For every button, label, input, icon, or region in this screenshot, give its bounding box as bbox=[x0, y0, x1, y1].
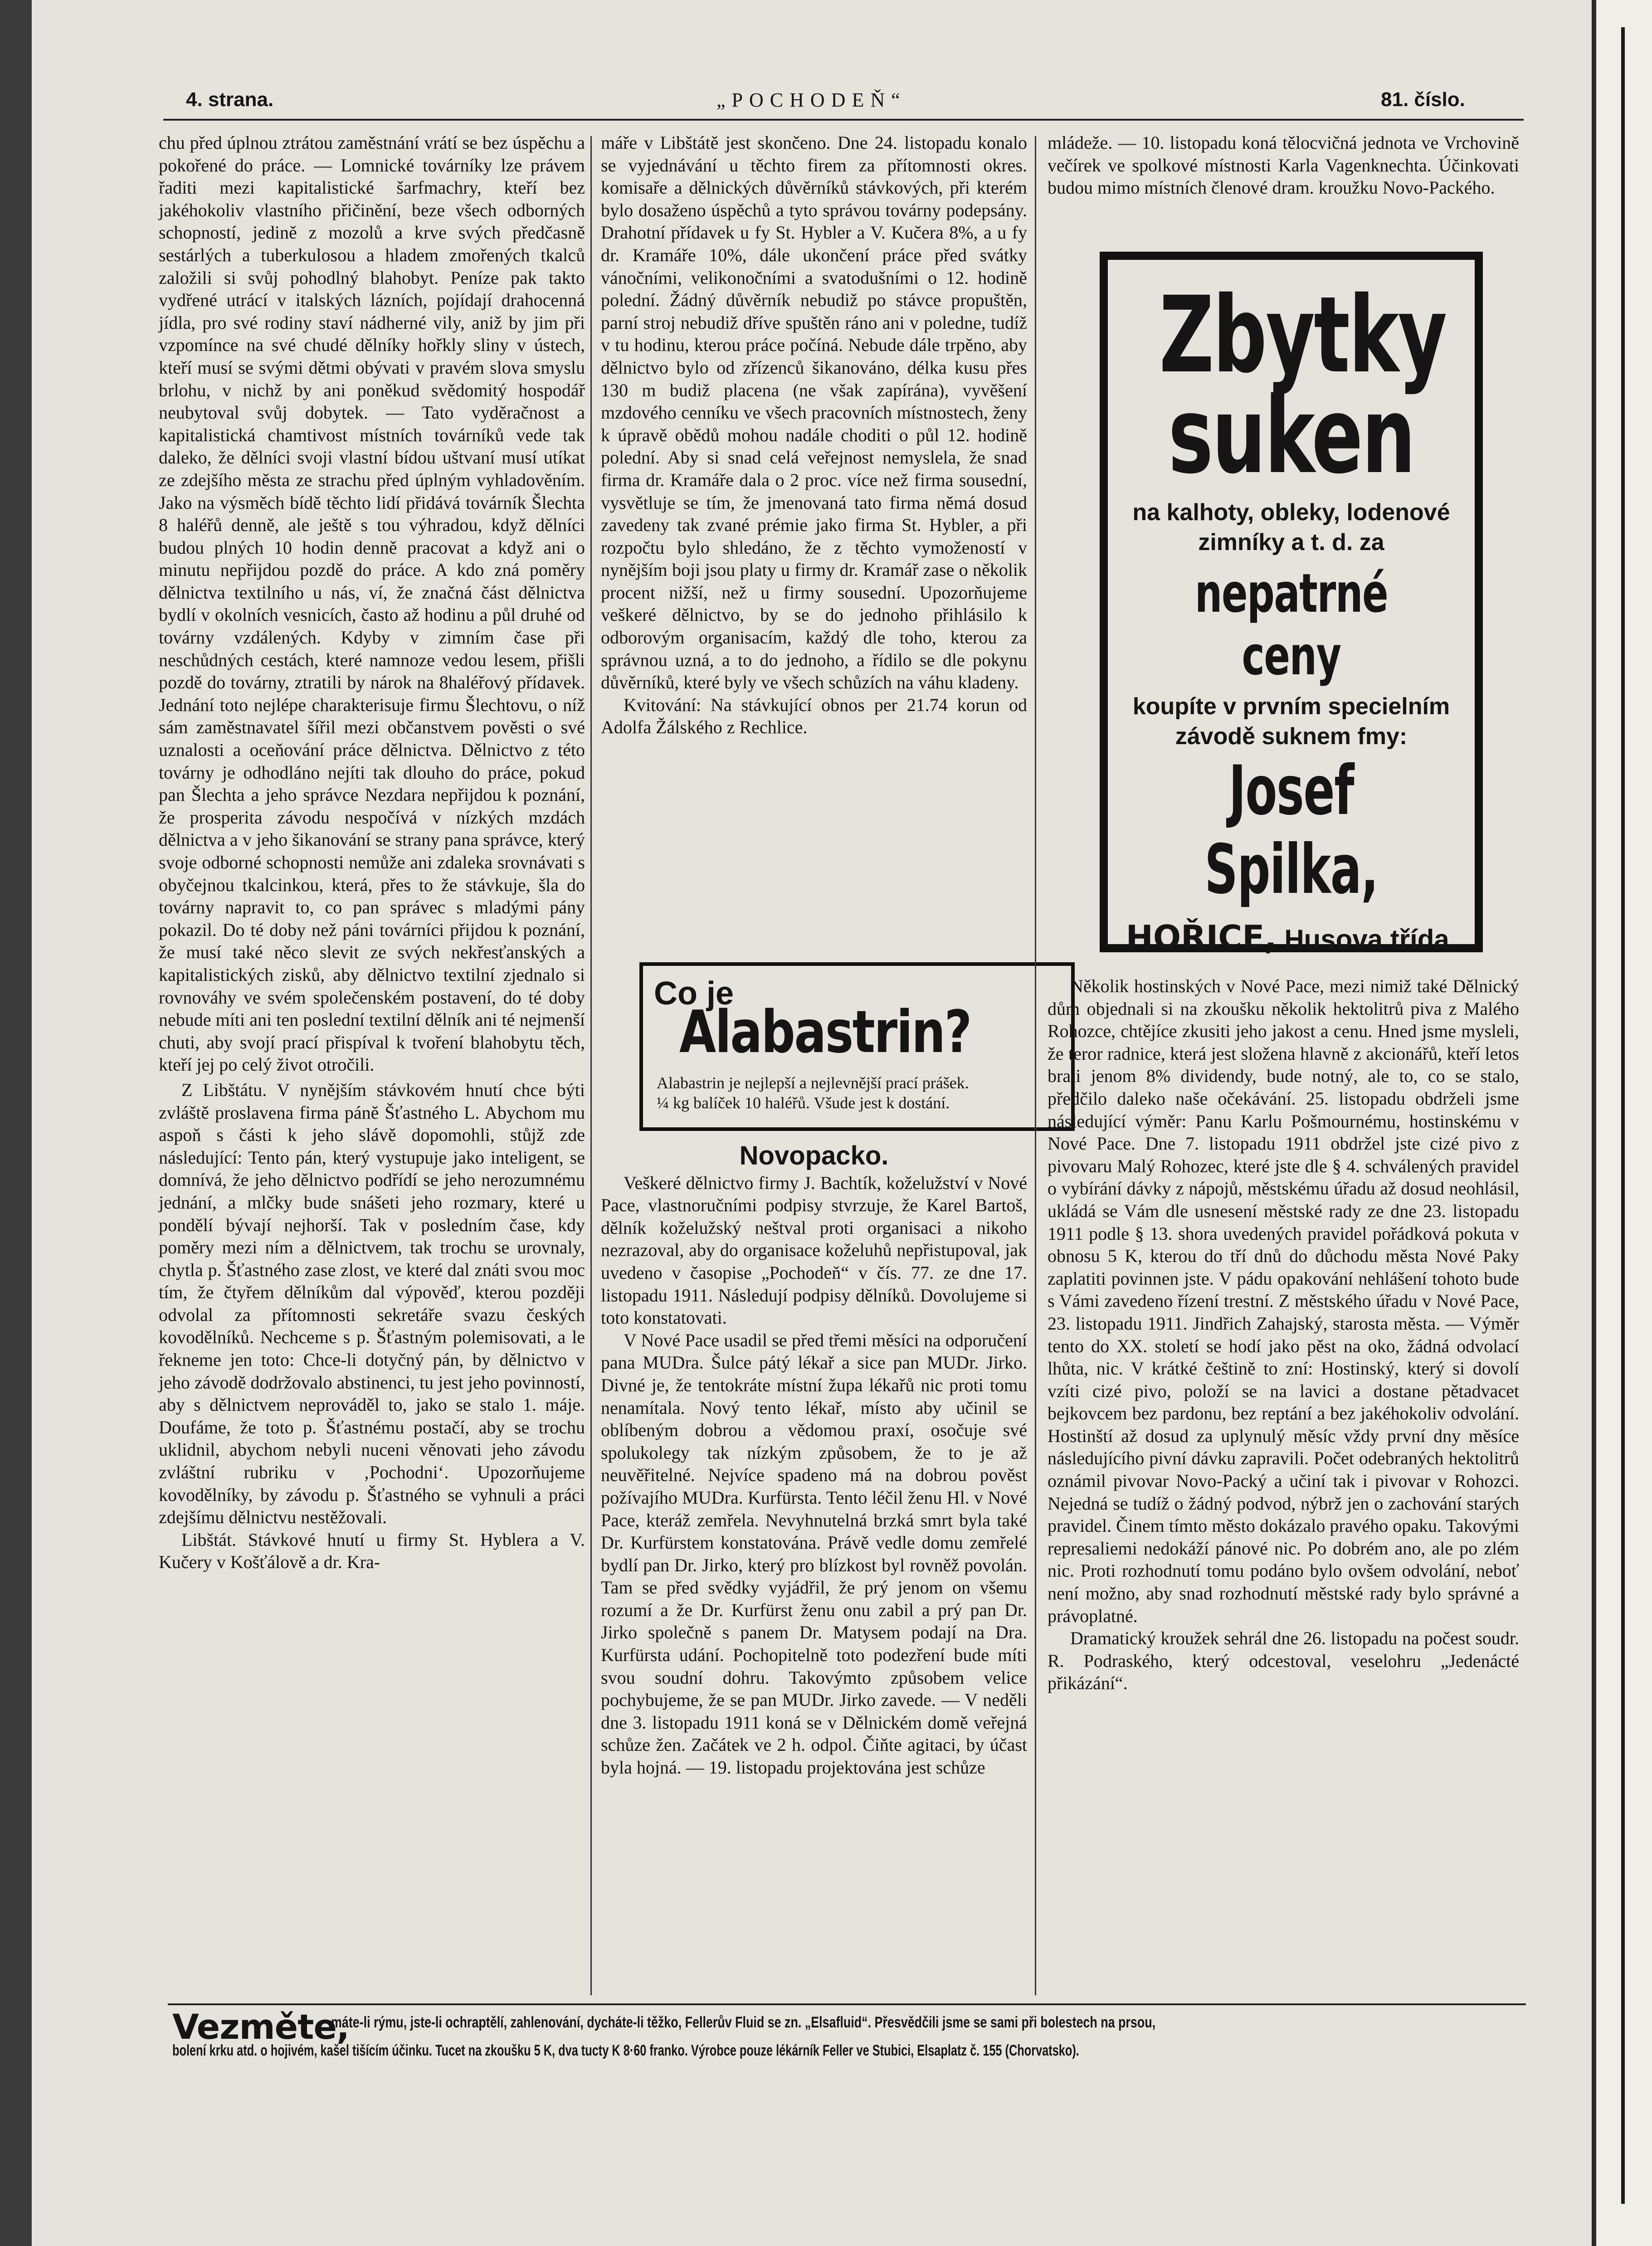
ad-city: HOŘICE, bbox=[1126, 918, 1277, 956]
edge-rule bbox=[1621, 27, 1625, 2204]
footer-ad-text-2: bolení krku atd. o hojivém, kašel tišícím účinku. Tucet na zkoušku 5 K, dva tucty K 8·60 franko. Výrobce pouze lékárník Feller ve Stubici, Elsaplatz č. 155 (Chorvatsko). bbox=[172, 2042, 1079, 2059]
newspaper-page bbox=[32, 0, 1592, 2246]
column-divider bbox=[1035, 136, 1036, 1995]
alabastrin-text-2: ¼ kg balíček 10 haléřů. Všude jest k dostání. bbox=[657, 1094, 950, 1112]
ad-text-price: nepatrné ceny bbox=[1194, 562, 1388, 687]
alabastrin-brand: Alabastrin? bbox=[679, 999, 971, 1066]
column-divider bbox=[590, 136, 592, 1995]
footer-ad-headline: Vezměte, bbox=[172, 2007, 349, 2047]
article-mudr-jirko: V Nové Pace usadil se před třemi měsíci na odporučení pana MUDra. Šulce pátý lékař a sice pan MUDr. Jirko. Divné je, že tentokráte místní župa lékařů nic proti tomu nenamítala. Nový tento lékař, místo aby učinil se oblíbeným dobrou a vědomou praxí, osočuje své spolukolegy tak nízkým způsobem, že to je až neuvěřitelné. Nejvíce spadeno má na dobrou pověst požívajího MUDra. Kurfürsta. Tento léčil ženu Hl. v Nové Pace, kteráž zemřela. Nevyhnutelná brzká smrt byla také Dr. Kurfürstem konstatována. Právě vedle domu zemřelé bydlí pan Dr. Jirko, který pro blízkost byl rovněž povolán. Tam se před svědky vyjádřil, že prý jenom on všemu rozumí a že Dr. Kurfürst ženu onu zabil a prý pan Dr. Jirko společně s panem Dr. Matysem podají na Dra. Kurfürsta udání. Pochopitelně toto podezření bude míti svou soudní dohru. Takovýmto způsobem velice pochybujeme, že se pan MUDr. Jirko zavede. — V neděli dne 3. listopadu 1911 koná se v Dělnickém domě veřejná schůze žen. Začátek ve 2 h. odpol. Čiňte agitaci, by účast byla hojná. — 19. listopadu projektována jest schůze bbox=[601, 1330, 1027, 1778]
ad-headline-zbytky: Zbytky bbox=[1159, 274, 1446, 396]
next-page-edge bbox=[1596, 0, 1652, 2246]
ad-address bbox=[1108, 918, 1475, 956]
article-libstat-2: Libštát. Stávkové hnutí u firmy St. Hyblera a V. Kučery v Košťálově a dr. Kra- bbox=[159, 1529, 585, 1573]
alabastrin-ad bbox=[639, 962, 1075, 1131]
column-3-bottom bbox=[1048, 975, 1519, 1695]
article-kvitovani: Kvitování: Na stávkující obnos per 21.74 korun od Adolfa Žálského z Rechlice. bbox=[601, 694, 1027, 738]
ad-headline-suken: suken bbox=[1168, 375, 1414, 497]
column-2 bbox=[601, 132, 1027, 739]
ad-firm-name: Josef Spilka, bbox=[1204, 751, 1378, 909]
issue-number: 81. číslo. bbox=[1381, 88, 1465, 111]
article-libstat-1: Z Libštátu. V nynějším stávkovém hnutí chce býti zvláště proslavena firma páně Šťastného L. Abychom mu aspoň s části k jeho slávě dopomohli, stůjž zde následující: Tento pán, který vystupuje jako inteligent, se domnívá, že jeho dělnictvo podřídí se jeho nerozumnému jednání, a mlčky bude snášeti jeho rozmary, které u pondělí bývají nejhorší. Tak v posledním čase, kdy poměry mezi ním a dělnictvem, tak trochu se urovnaly, chytla p. Šťastného zase zlost, ve které dal znáti svou moc tím, že čtyřem dělníkům dal výpověď, kterou později odvolal za přítomnosti sekretáře svazu českých kovodělníků. Nechceme s p. Šťastným polemisovati, a le řekneme jen toto: Chce-li dotyčný pán, by dělnictvo v jeho závodě dodržovalo abstinenci, tu jest jeho povinností, aby s dělnictvem neprováděl to, jako se stalo 1. máje. Doufáme, že toto p. Šťastnému postačí, aby se trochu uklidnil, abychom nebyli nuceni věnovati jeho závodu zvláštní rubriku v ‚Pochodni‘. Upozorňujeme kovodělníky, by závodu p. Šťastného se vyhnuli a práci zdejšímu dělnictvu nestěžovali. bbox=[159, 1079, 585, 1528]
column-3-top bbox=[1048, 132, 1519, 199]
section-heading-novopacko: Novopacko. bbox=[739, 1141, 889, 1170]
alabastrin-text-1: Alabastrin je nejlepší a nejlevnější prací prášek. bbox=[657, 1074, 969, 1092]
alabastrin-question: Co je bbox=[654, 975, 734, 1012]
page-number: 4. strana. bbox=[186, 88, 274, 111]
column-2-novopacko bbox=[601, 1138, 1027, 1779]
spilka-ad bbox=[1100, 252, 1483, 956]
article-bachtik: Veškeré dělnictvo firmy J. Bachtík, koželužství v Nové Pace, vlastnoručními podpisy stvrzuje, že Karel Bartoš, dělník koželužský neštval proti organisaci a nikoho nezrazoval, aby do organisace koželuhů nepřistupoval, jak uvedeno v časopise „Pochodeň“ v čís. 77. ze dne 17. listopadu 1911. Následují podpisy dělníků. Dovolujeme si toto konstatovati. bbox=[601, 1172, 1027, 1328]
footer-rule bbox=[168, 2003, 1526, 2005]
header-rule bbox=[163, 119, 1524, 121]
ad-text-shop: koupíte v prvním specielním závodě suknem fmy: bbox=[1132, 693, 1450, 750]
article-libstat-continued: máře v Libštátě jest skončeno. Dne 24. listopadu konalo se vyjednávání u těchto firem za přítomnosti okres. komisaře a dělnických důvěrníků stávkových, při kterém bylo dosaženo úspěchů a tyto správou továrny podepsány. Drahotní přídavek u fy St. Hybler a V. Kučera 8%, a u fy dr. Kramáře 10%, dále ukončení práce před svátky vánočními, velikonočními a svatodušními o 12. hodině polední. Žádný důvěrník nebudiž po stávce propuštěn, parní stroj nebudiž dříve spuštěn ráno ani v poledne, tudíž v tu hodinu, kterou práce počíná. Nebude dále trpěno, aby dělnictvo bylo od zřízenců šikanováno, délka kusu přes 130 m budiž placena (ne však zapírána), vyvěšení mzdového cenníku ve všech pracovních místnostech, ženy k úpravě obědů mohou nadále choditi o půl 12. hodině polední. Aby si snad celá veřejnost nemyslela, že snad firma dr. Kramáře dala o 2 proc. více než firma sousední, vysvětluje se tím, že jmenovaná tato firma němá dosud zavedeny tak zvané prémie jako firma St. Hybler, a při rozpočtu bylo shledáno, že z těchto vymožeností v nynějším boji jsou platy u firmy dr. Kramář zase o několik procent nižší, než u firmy sousední. Upozorňujeme veškeré dělnictvo, by se do jednoho přihlásilo k odborovým organisacím, každý dle toho, kterou za správnou uzná, a to do jednoho, a řídilo se dle pokynu důvěrníků, které byly ve všech schůzích na váhu kladeny. bbox=[601, 132, 1027, 693]
masthead-title: „POCHODEŇ“ bbox=[716, 89, 906, 111]
ad-street: Husova třída. bbox=[1284, 924, 1457, 955]
article-lomnice-continued: chu před úplnou ztrátou zaměstnání vrátí se bez úspěchu a pokořené do práce. — Lomnické továrníky lze právem řaditi mezi kapitalistické šarfmachry, kteří bez jakéhokoliv vlastního přičinění, beze všech odborných schopností, jedině z mozolů a krve svých předčasně sestárlých a tuberkulosou a hladem zmořených tkalců založili si svůj pohodlný blahobyt. Peníze pak takto vydřené utrácí v italských lázních, pojídají drahocenná jídla, pro své rodiny staví nádherné vily, aniž by jim při vzpomínce na své chudé dělníky hořkly sliny v ústech, kteří musí se svými dětmi obývati v pravém slova smyslu brlohu, v nichž by ani poněkud svědomitý hospodář neubytoval svůj dobytek. — Tato vyděračnost a kapitalistická chamtivost místních továrníků vede tak daleko, že dělníci svoji vlastní bídou uštvaní musí utíkat ze zdejšího města ze strachu před úplným vyhladověním. Jako na výsměch bídě těchto lidí přidává továrník Šlechta 8 haléřů denně, ale ještě s tou výhradou, když dělníci budou plných 10 hodin denně pracovat a když ani o minutu nepřijdou pozdě do práce. A kdo zná poměry dělnictva textilního u nás, ví, že značná část dělnictva bydlí v okolních vesnicích, často až hodinu a půl druhé od továrny vzdálených. Kdyby v zimním čase při neschůdných cestách, které namnoze vedou lesem, přišli pozdě do továrny, ztratili by nárok na 8haléřový přídavek. Jednání toto nejlépe charakterisuje firmu Šlechtovu, o níž sám zaměstnavatel šířil mezi občanstvem pověsti o své uznalosti a oceňování práce dělnictva. Dělnictvo z této továrny je odhodláno nejíti tak dlouho do práce, pokud pan Šlechta a jeho správce Nezdara nepřijdou k poznání, že prosperita závodu nespočívá v nízkých mzdách dělnictva a v jeho šikanování se strany pana správce, který svoje odborné schopnosti nemůže ani zdaleka srovnávati s obyčejnou tkalcinkou, která, přes to že stávkuje, šla do továrny napravit to, co pan správec s mladými pány pokazil. Do té doby než páni továrníci přijdou k poznání, že musí také něco slevit ze svých nekřesťanských a kapitalistických zisků, aby dělnictvo textilní zjednalo si rovnováhy ve svém společenském postavení, do té doby nebude míti ani ten poslední textilní dělník ani té nejmenší chuti, aby svojí prací přispíval k tvoření blahobytu těch, kteří jej po celý život otročili. bbox=[159, 132, 585, 1075]
article-mladeze-continued: mládeže. — 10. listopadu koná tělocvičná jednota ve Vrchovině večírek ve spolkové místnosti Karla Vagenknechta. Účinkovati budou mimo místních členové dram. kroužku Novo-Packého. bbox=[1048, 132, 1519, 198]
column-1 bbox=[159, 132, 585, 1574]
ad-text-goods: na kalhoty, obleky, lodenové zimníky a t. d. za bbox=[1132, 499, 1450, 555]
binding-edge bbox=[0, 0, 32, 2246]
article-dramaticky-krouzek: Dramatický kroužek sehrál dne 26. listopadu na počest soudr. R. Podraského, který odcestoval, veselohru „Jedenácté přikázání“. bbox=[1048, 1628, 1519, 1694]
footer-ad-text-1: máte-li rýmu, jste-li ochraptělí, zahlenování, dycháte-li těžko, Fellerův Fluid se zn. „Elsafluid“. Přesvědčili jsme se sami při bolestech na prsou, bbox=[331, 2014, 1156, 2031]
article-hostinsti: Několik hostinských v Nové Pace, mezi nimiž také Dělnický dům objednali si na zkoušku několik hektolitrů piva z Malého Rohozce, chtějíce zkusiti jeho jakost a cenu. Hned jsme mysleli, že teror radnice, která jest složena hlavně z akcionářů, kteří letos brali jenom 8% dividendy, bude notný, ale to, co se stalo, předčilo daleko naše očekávání. 25. listopadu obdrželi jsme následující výměr: Panu Karlu Pošmournému, hostinskému v Nové Pace. Dne 7. listopadu 1911 obdržel jste cizé pivo z pivovaru Malý Rohozec, které jste dle § 4. schválených pravidel o vybírání dávky z nápojů, městskému úřadu až dosud neohlásil, ukládá se Vám dle usnesení městské rady ze dne 23. listopadu 1911 podle § 13. shora uvedených pravidel pořádková pokuta v obnosu 5 K, kterou do tří dnů do důchodu města Nové Paky zaplatiti povinnen jste. V pádu opakování nehlášení tohoto bude s Vámi zavedeno řízení trestní. Z městského úřadu v Nové Pace, 23. listopadu 1911. Jindřich Zahajský, starosta města. — Výměr tento do XX. století se hodí jako pěst na oko, žádná odvolací lhůta, nic. V krátké češtině to zní: Hostinský, který si dovolí vzíti cizé pivo, položí se na lavici a dostane pětadvacet bejkovcem bez pardonu, bez reptání a bez jakéhokoliv odvolání. Hostinští až dosud za uplynulý měsíc vždy první dny měsíce následujícího pivní dávku zapravili. Počet odebraných hektolitrů oznámil pivovar Novo-Packý a učiní tak i pivovar v Rohozci. Nejedná se tudíž o žádný podvod, nýbrž jen o zachování starých pravidel. Činem tímto město dokázalo pravého opaku. Takovými represaliemi nedokáží pánové nic. Po dobrém ano, ale po zlém nic. Proti rozhodnutí tomu podáno bylo ovšem odvolání, neboť není možno, aby snad rozhodnutí městské rady bylo správné a právoplatné. bbox=[1048, 976, 1519, 1626]
